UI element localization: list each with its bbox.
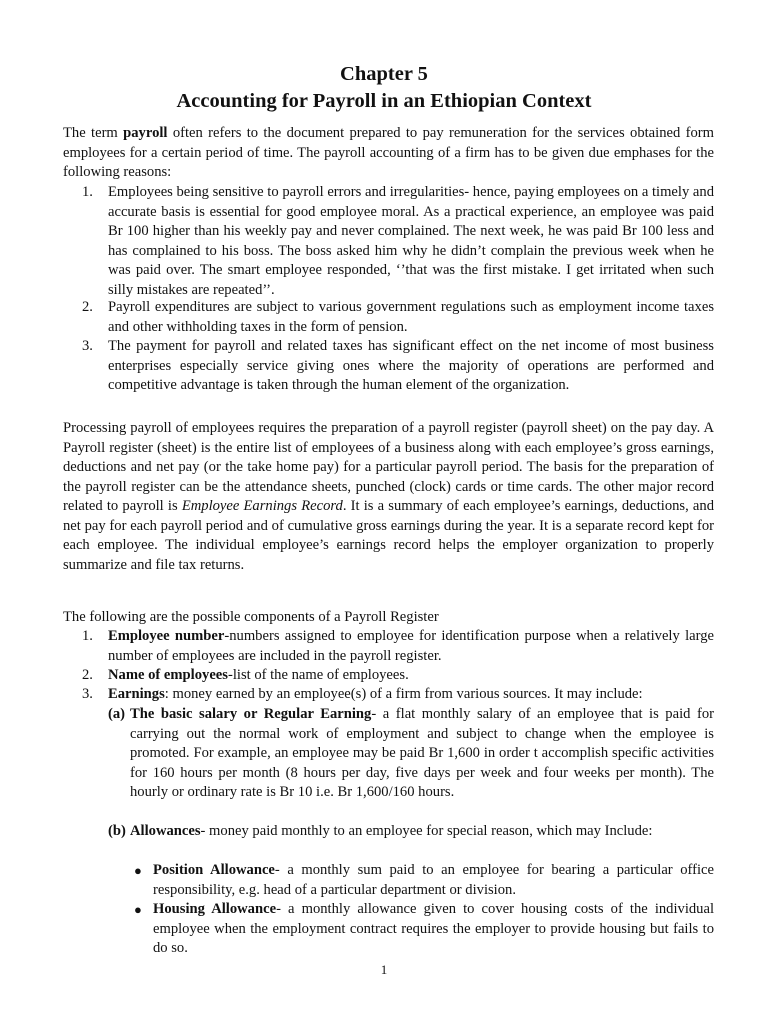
subitem-text: - money paid monthly to an employee for special reason, which may Include: (200, 823, 653, 839)
subitem-name: Allowances (130, 823, 201, 839)
list-number: 1. (82, 628, 93, 644)
reason-text: Payroll expenditures are subject to various government regulations such as employment income taxes and other withholding taxes in the form of pension. (108, 299, 714, 335)
component-text: : money earned by an employee(s) of a firm from various sources. It may include: (164, 686, 643, 702)
list-number: 2. (82, 667, 93, 683)
subitem-name: The basic salary or Regular Earning (130, 706, 372, 722)
allowance-name: Position Allowance (153, 862, 275, 878)
reason-item (82, 183, 714, 300)
allowance-text: - a monthly allowance given to cover housing costs of the individual employee when the employment contract requires the employer to provide housing but fails to do so. (153, 901, 714, 956)
component-name: Name of employees (108, 667, 228, 683)
list-number: 3. (82, 338, 93, 354)
component-text: -list of the name of employees. (227, 667, 409, 683)
earnings-subitem (108, 705, 714, 803)
intro-term-payroll: payroll (123, 125, 168, 141)
subitem-label: (a) (108, 706, 126, 722)
employee-earnings-record-term: Employee Earnings Record (181, 498, 343, 514)
components-intro: The following are the possible components of a Payroll Register (63, 609, 439, 625)
processing-text-start: Processing payroll of employees requires the preparation of a payroll register (payroll sheet) on the pay day. A Payroll register (sheet) is the entire list of employees of a business along with each employee’s gross earnings, deductions and net pay (or the take home pay) for a particular payroll period. The basis for the preparation of the payroll register can be the attendance sheets, punched (clock) cards or time cards. The other major record related to payroll is (63, 420, 714, 514)
allowance-bullet (134, 900, 714, 959)
list-number: 2. (82, 299, 93, 315)
component-item (82, 666, 714, 686)
intro-paragraph (63, 124, 714, 183)
page-number: 1 (380, 962, 388, 977)
processing-text-end: . It is a summary of each employee’s earnings, deductions, and net pay for each payroll period and of cumulative gross earnings during the year. It is a separate record kept for each employee. The individual employee’s earnings record helps the employer organization to properly summarize and file tax returns. (63, 498, 714, 573)
component-name: Earnings (108, 686, 165, 702)
component-item (82, 627, 714, 666)
reason-item (82, 298, 714, 337)
intro-text-start: The term (63, 125, 124, 141)
processing-paragraph (63, 419, 714, 575)
allowance-name: Housing Allowance (153, 901, 277, 917)
list-number: 1. (82, 184, 93, 200)
component-text: -numbers assigned to employee for identification purpose when a relatively large number of employees are included in the payroll register. (108, 628, 714, 664)
intro-text-end: often refers to the document prepared to pay remuneration for the services obtained form employees for a certain period of time. The payroll accounting of a firm has to be given due emphases for the following reasons: (63, 125, 714, 180)
allowance-bullet (134, 861, 714, 900)
bullet-dot-icon: ● (134, 863, 142, 878)
reason-text: Employees being sensitive to payroll errors and irregularities- hence, paying employees on a timely and accurate basis is essential for good employee moral. As a practical experience, an employee was paid Br 100 higher than his weekly pay and never complained. The next week, he was paid Br 100 less and has complained to his boss. The boss asked him why he didn’t complain the previous week when he was paid over. The smart employee responded, ‘’that was the first mistake. I get irritated when such silly mistakes are repeated’’. (108, 184, 714, 298)
subitem-label: (b) (108, 823, 126, 839)
component-name: Employee number (108, 628, 225, 644)
allowance-text: - a monthly sum paid to an employee for bearing a particular office responsibility, e.g. head of a particular department or division. (153, 862, 714, 898)
list-number: 3. (82, 686, 93, 702)
subitem-text: - a flat monthly salary of an employee that is paid for carrying out the normal work of employment and subject to change when the employee is promoted. For example, an employee may be paid Br 1,600 in order t accomplish specific activities for 160 hours per month (8 hours per day, five days per week and four weeks per month). The hourly or ordinary rate is Br 10 i.e. Br 1,600/160 hours. (130, 706, 714, 800)
bullet-dot-icon: ● (134, 902, 142, 917)
component-item (82, 685, 714, 705)
earnings-subitem (108, 822, 714, 842)
reason-text: The payment for payroll and related taxes has significant effect on the net income of most business enterprises especially service giving ones where the majority of operations are performed and competitive advantage is taken through the human element of the organization. (108, 338, 714, 393)
reason-item (82, 337, 714, 396)
chapter-heading: Chapter 5 (340, 63, 428, 85)
chapter-title: Accounting for Payroll in an Ethiopian Context (176, 90, 592, 112)
